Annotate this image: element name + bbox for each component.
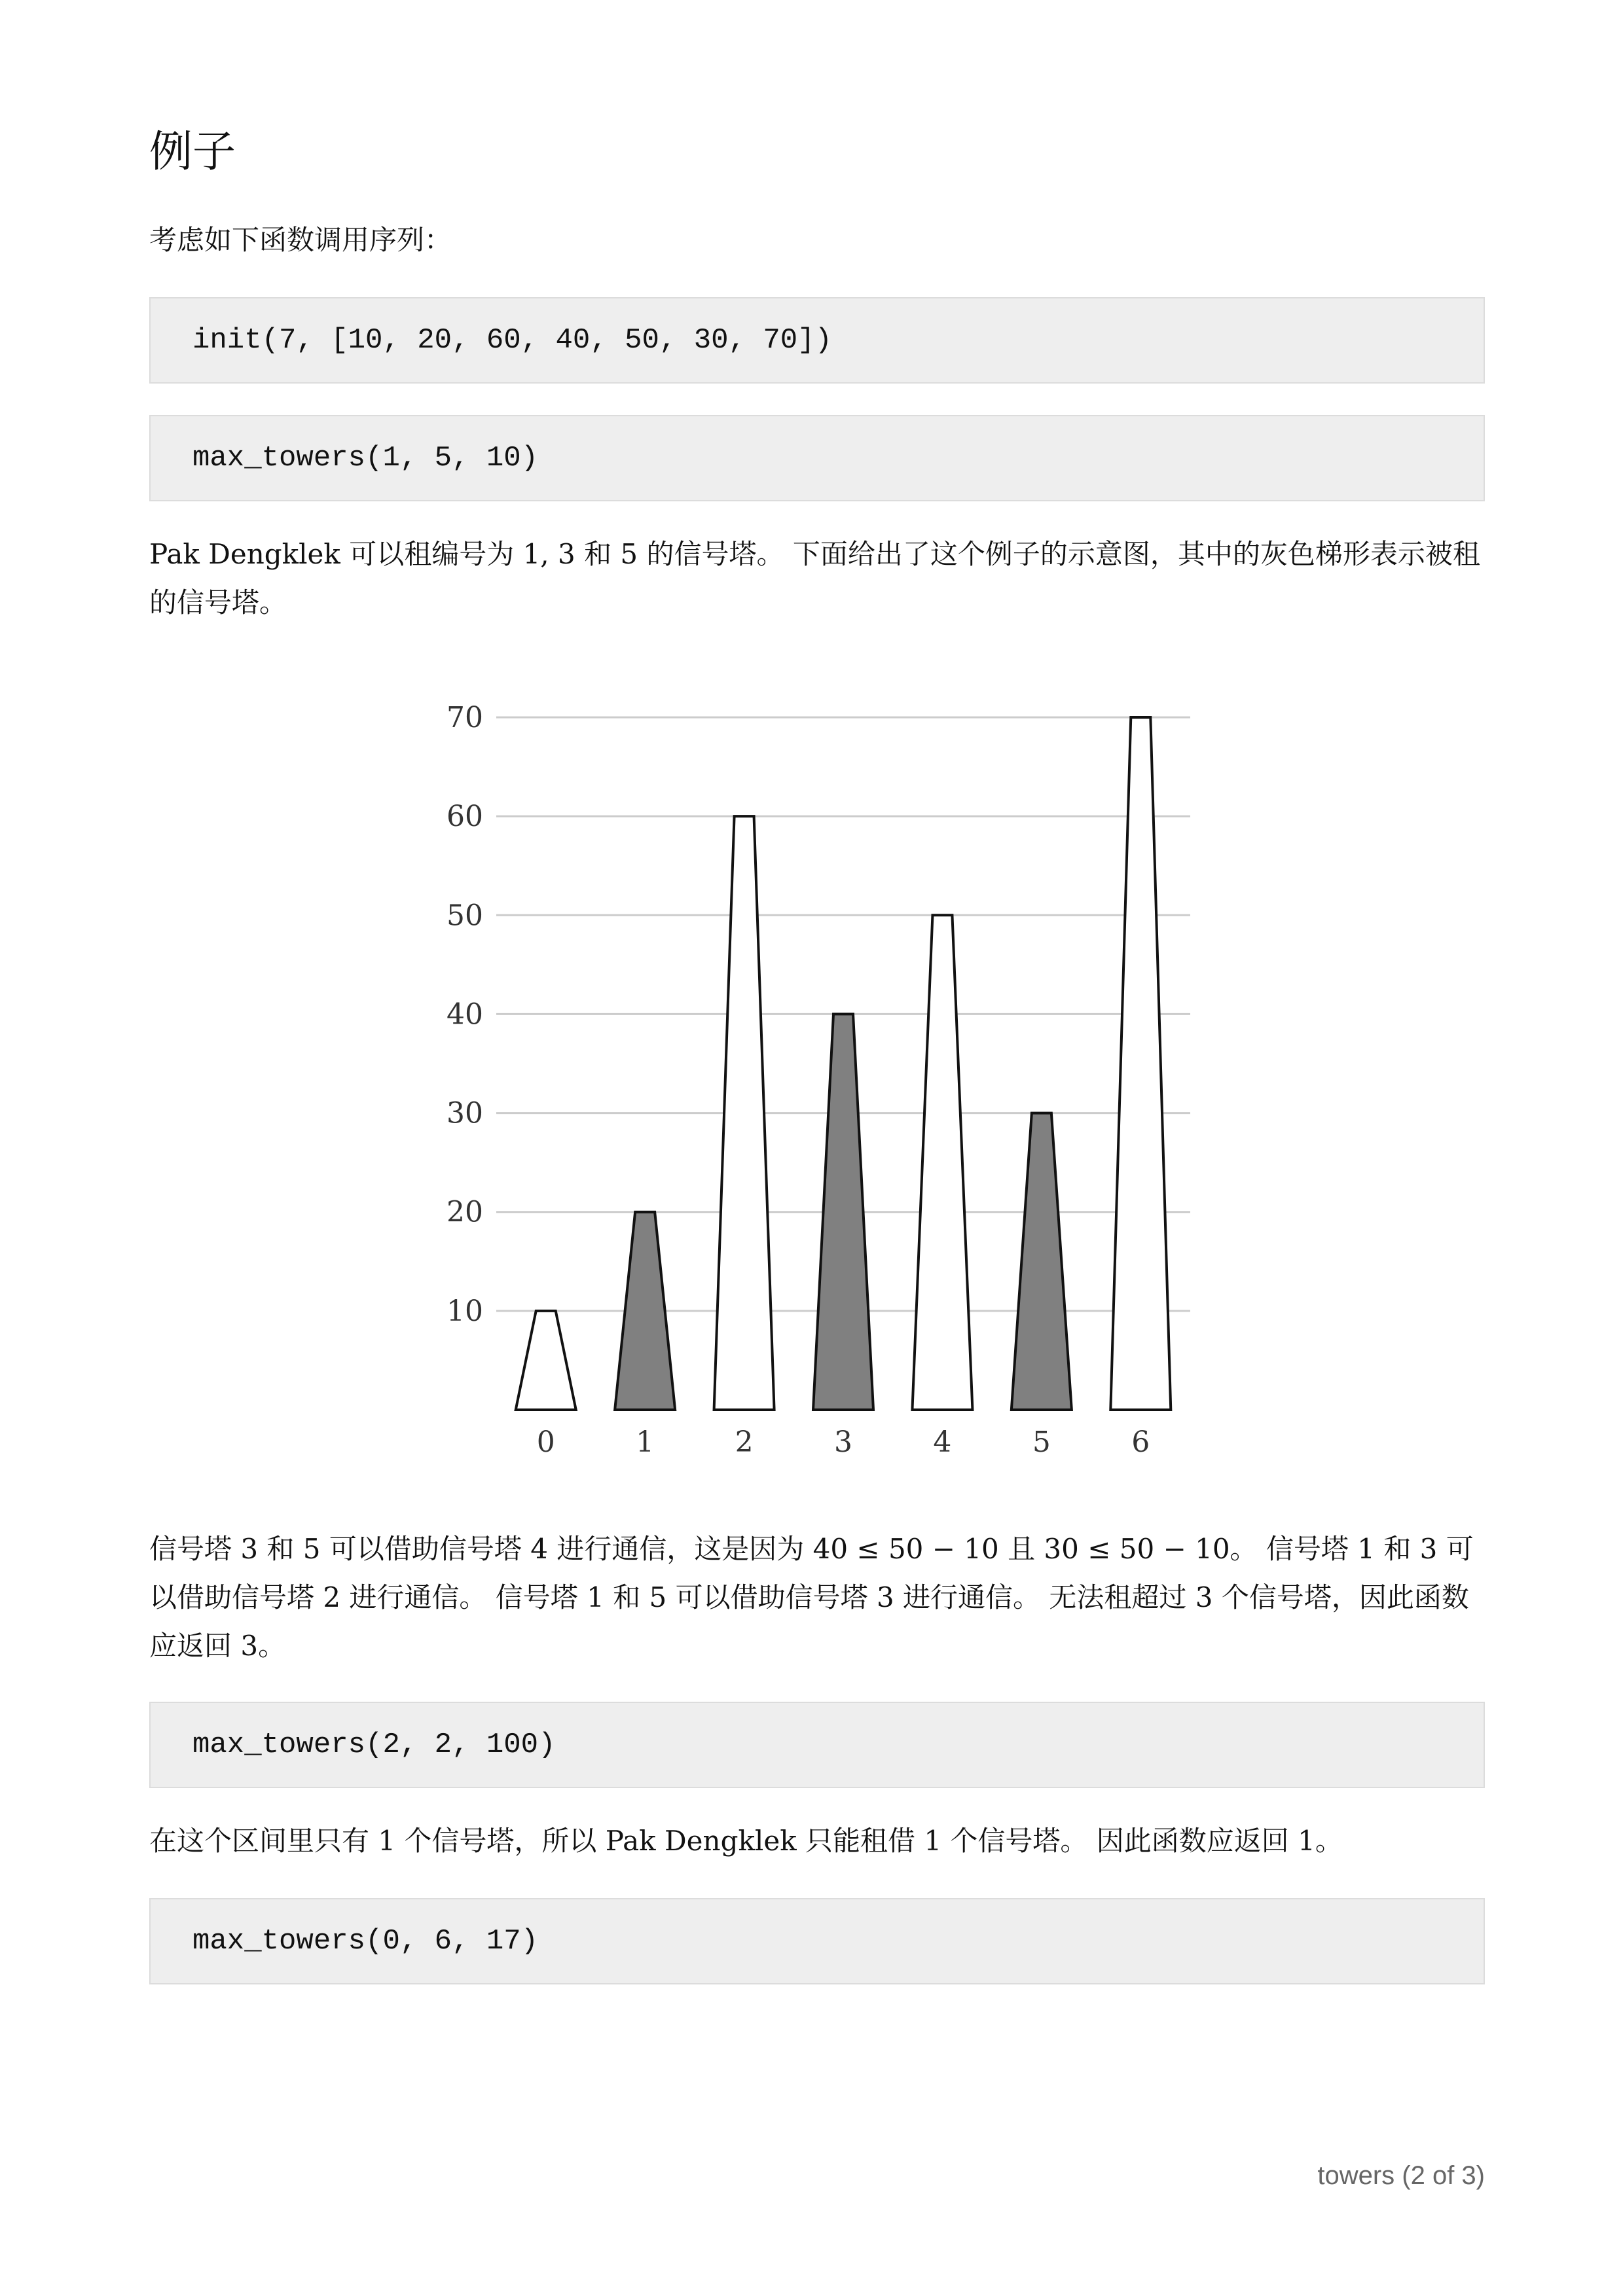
tower-bar-5	[1012, 1113, 1072, 1410]
y-tick-label: 70	[447, 701, 483, 734]
tower-chart-svg	[149, 674, 1485, 1499]
code-init: init(7, [10, 20, 60, 40, 50, 30, 70])	[192, 324, 832, 357]
x-tick-label: 5	[1032, 1426, 1051, 1459]
x-tick-label: 6	[1131, 1426, 1150, 1459]
x-tick-label: 3	[834, 1426, 852, 1459]
tower-chart	[149, 674, 1485, 1499]
tower-bar-4	[912, 915, 972, 1410]
code-block-call1	[149, 415, 1485, 501]
tower-bar-1	[615, 1212, 675, 1410]
code-call3: max_towers(0, 6, 17)	[192, 1925, 539, 1958]
code-block-call3	[149, 1898, 1485, 1984]
tower-bar-6	[1110, 717, 1171, 1410]
code-call2: max_towers(2, 2, 100)	[192, 1729, 556, 1761]
y-tick-label: 60	[447, 800, 483, 834]
page-footer: towers (2 of 3)	[1317, 2161, 1485, 2190]
x-tick-label: 0	[536, 1426, 555, 1459]
y-tick-label: 10	[447, 1294, 483, 1328]
code-call1: max_towers(1, 5, 10)	[192, 442, 539, 475]
x-tick-label: 1	[636, 1426, 655, 1459]
tower-bar-2	[714, 816, 775, 1410]
tower-bar-3	[813, 1014, 873, 1410]
paragraph-3: 在这个区间里只有 1 个信号塔，所以 Pak Dengklek 只能租借 1 个信号塔。 因此函数应返回 1。	[149, 1825, 1343, 1857]
tower-bar-0	[516, 1311, 576, 1410]
section-heading: 例子	[149, 126, 236, 177]
paragraph-1: Pak Dengklek 可以租编号为 1, 3 和 5 的信号塔。 下面给出了这个例子的示意图，其中的灰色梯形表示被租的信号塔。	[149, 538, 1480, 619]
paragraph-2: 信号塔 3 和 5 可以借助信号塔 4 进行通信，这是因为 40 ≤ 50 − 10 且 30 ≤ 50 − 10。 信号塔 1 和 3 可以借助信号塔 2 进行通信。 信号塔 1 和 5 可以借助信号塔 3 进行通信。 无法租超过 3 个信号塔，因此函数应返回 3。	[149, 1533, 1474, 1662]
intro-text: 考虑如下函数调用序列：	[149, 224, 452, 256]
y-tick-label: 40	[447, 997, 483, 1031]
code-block-init	[149, 297, 1485, 384]
x-tick-label: 4	[933, 1426, 952, 1459]
code-block-call2	[149, 1702, 1485, 1788]
y-tick-label: 30	[447, 1096, 483, 1130]
x-tick-label: 2	[735, 1426, 754, 1459]
y-tick-label: 20	[447, 1195, 483, 1229]
y-tick-label: 50	[447, 899, 483, 933]
